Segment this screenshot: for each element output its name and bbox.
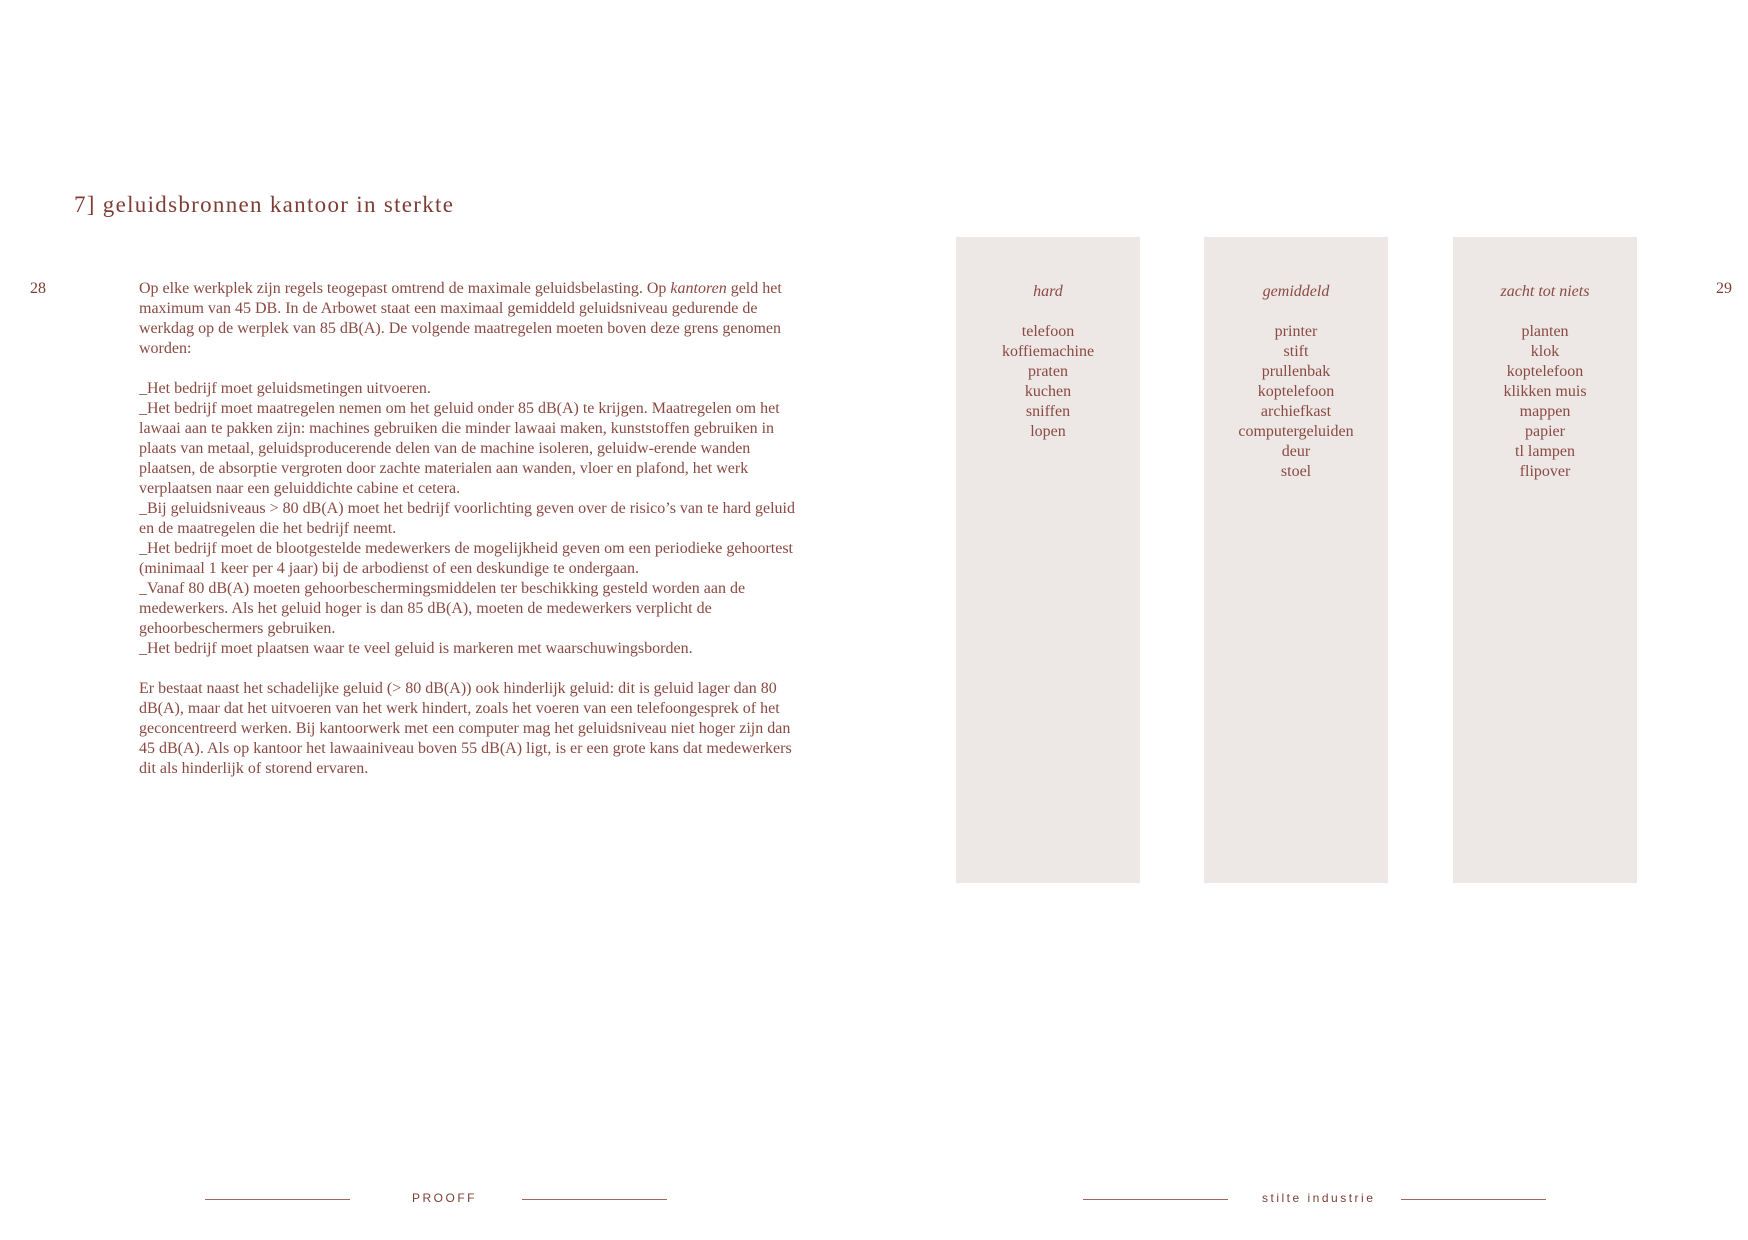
- page-number-right: 29: [1716, 280, 1732, 297]
- footer-label-left: PROOFF: [412, 1191, 477, 1205]
- footer-rule-left-a: [205, 1199, 350, 1200]
- closing-paragraph: Er bestaat naast het schadelijke geluid (> 80 dB(A)) ook hinderlijk geluid: dit is geluid lager dan 80 dB(A), maar dat het uitvoeren van het werk hindert, zoals het voeren van een telefoongesprek of het geconcentreerd werken. Bij kantoorwerk met een computer mag het geluidsniveau niet hoger zijn dan 45 dB(A). Als op kantoor het lawaainiveau boven 55 dB(A) ligt, is er een grote kans dat medewerkers dit als hinderlijk of storend ervaren.: [139, 680, 792, 777]
- list-item: koffiemachine: [1001, 343, 1095, 360]
- emphasis-kantoren: kantoren: [670, 280, 727, 297]
- column-heading: zacht tot niets: [1500, 283, 1590, 300]
- column-gemiddeld: [1204, 237, 1388, 883]
- list-item: koptelefoon: [1506, 363, 1584, 380]
- measure-item: _Bij geluidsniveaus > 80 dB(A) moet het bedrijf voorlichting geven over de risico’s van te hard geluid en de maatregelen die het bedrijf neemt.: [139, 500, 795, 537]
- footer-rule-right-b: [1401, 1199, 1546, 1200]
- list-item: papier: [1525, 423, 1565, 440]
- column-heading: gemiddeld: [1262, 283, 1330, 300]
- list-item: telefoon: [1021, 323, 1075, 340]
- body-text: [139, 279, 795, 779]
- list-item: praten: [1028, 363, 1068, 380]
- column-list: [1204, 322, 1388, 482]
- list-item: prullenbak: [1261, 363, 1331, 380]
- list-item: printer: [1274, 323, 1318, 340]
- list-item: deur: [1281, 443, 1311, 460]
- measure-item: _Het bedrijf moet de blootgestelde medewerkers de mogelijkheid geven om een periodieke gehoortest (minimaal 1 keer per 4 jaar) bij de arbodienst of een deskundige te ondergaan.: [139, 540, 793, 577]
- intro-paragraph: Op elke werkplek zijn regels teogepast omtrend de maximale geluidsbelasting. Op kantoren geld het maximum van 45 DB. In de Arbowet staat een maximaal gemiddeld geluidsniveau gedurende de werkdag op de werplek van 85 dB(A). De volgende maatregelen moeten boven deze grens genomen worden:: [139, 280, 782, 357]
- measure-item: _Vanaf 80 dB(A) moeten gehoorbeschermingsmiddelen ter beschikking gesteld worden aan de medewerkers. Als het geluid hoger is dan 85 dB(A), moeten de medewerkers verplicht de gehoorbeschermers gebruiken.: [139, 580, 746, 637]
- list-item: planten: [1521, 323, 1569, 340]
- list-item: koptelefoon: [1257, 383, 1335, 400]
- list-item: tl lampen: [1515, 443, 1575, 460]
- column-heading: hard: [1033, 283, 1063, 300]
- footer-rule-right-a: [1083, 1199, 1228, 1200]
- list-item: kuchen: [1024, 383, 1072, 400]
- column-hard: [956, 237, 1140, 883]
- list-item: mappen: [1519, 403, 1571, 420]
- list-item: computergeluiden: [1238, 423, 1354, 440]
- footer-label-right: stilte industrie: [1262, 1191, 1376, 1205]
- measures-list: [139, 379, 795, 659]
- measure-item: _Het bedrijf moet plaatsen waar te veel geluid is markeren met waarschuwingsborden.: [139, 640, 693, 657]
- column-zacht-tot-niets: [1453, 237, 1637, 883]
- measure-item: _Het bedrijf moet maatregelen nemen om het geluid onder 85 dB(A) te krijgen. Maatregelen om het lawaai aan te pakken zijn: machines gebruiken die minder lawaai maken, kunststoffen gebruiken in plaats van metaal, geluidsproducerende delen van de machine isoleren, geluidw-erende wanden plaatsen, de absorptie vergroten door zachte materialen aan wanden, vloer en plafond, het werk verplaatsen naar een geluiddichte cabine et cetera.: [139, 400, 780, 497]
- page-number-left: 28: [30, 280, 46, 297]
- list-item: sniffen: [1025, 403, 1071, 420]
- column-list: [1453, 322, 1637, 482]
- list-item: klok: [1530, 343, 1560, 360]
- list-item: stoel: [1280, 463, 1312, 480]
- list-item: flipover: [1519, 463, 1571, 480]
- list-item: klikken muis: [1503, 383, 1587, 400]
- measure-item: _Het bedrijf moet geluidsmetingen uitvoeren.: [139, 380, 431, 397]
- page-title: 7] geluidsbronnen kantoor in sterkte: [74, 192, 455, 217]
- column-list: [956, 322, 1140, 442]
- list-item: archiefkast: [1260, 403, 1332, 420]
- list-item: lopen: [1030, 423, 1066, 440]
- footer-rule-left-b: [522, 1199, 667, 1200]
- list-item: stift: [1283, 343, 1309, 360]
